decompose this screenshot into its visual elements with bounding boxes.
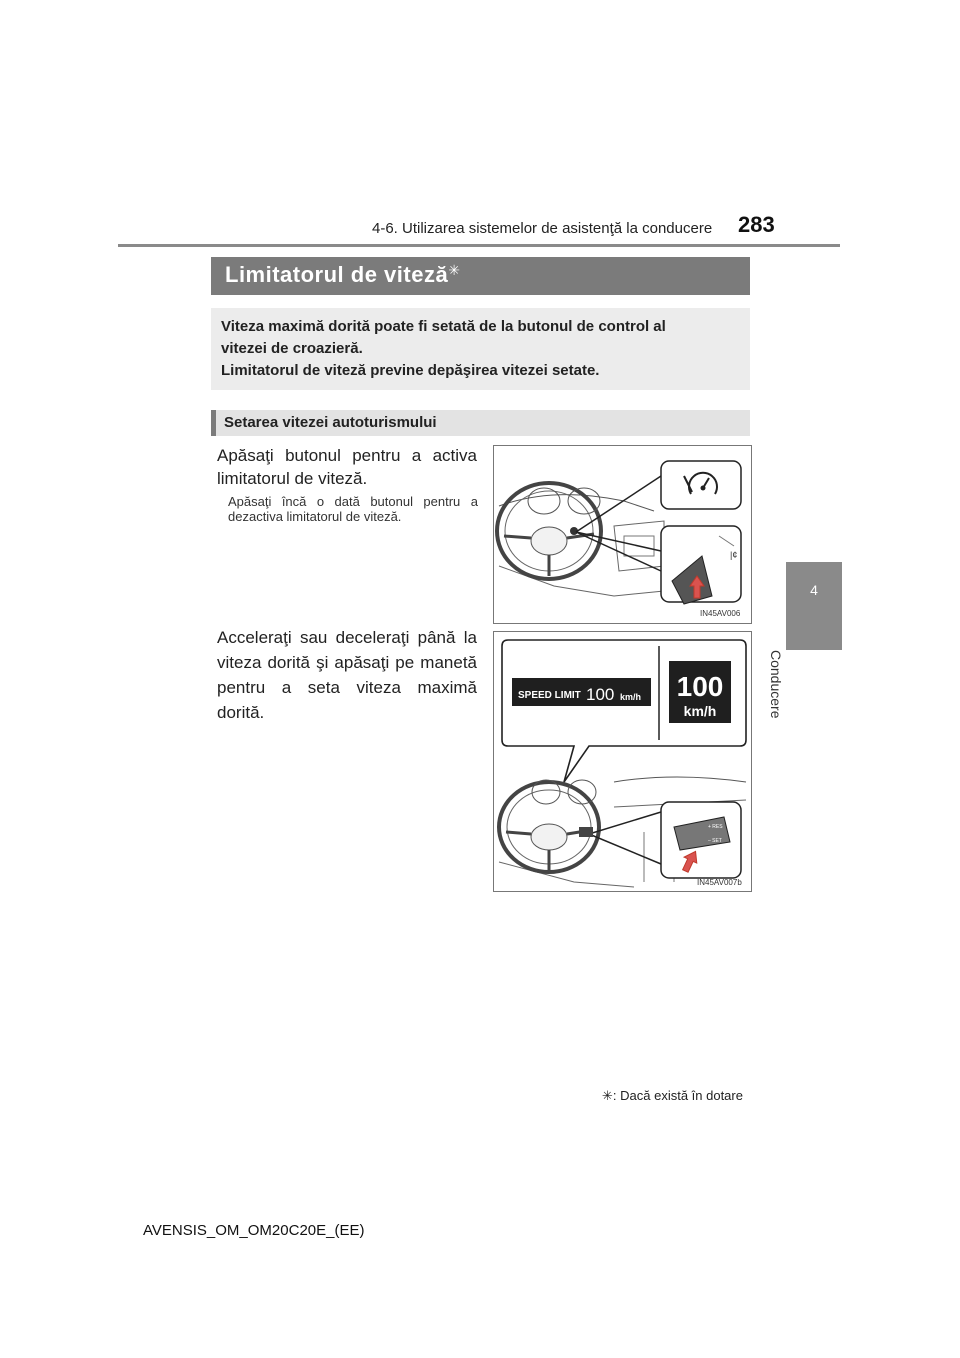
subsection-title: Setarea vitezei autoturismului <box>224 414 437 431</box>
chapter-side-tab <box>786 562 842 650</box>
footnote-mark: ✳ <box>602 1088 613 1103</box>
figure-1-illustration <box>494 446 751 623</box>
section-title <box>225 262 460 288</box>
step-1-note: Apăsaţi încă o dată butonul pentru a dezactiva limitatorul de viteză. <box>228 494 478 524</box>
speed-limit-display-value: 100 <box>586 685 615 704</box>
big-speed-value: 100 <box>676 671 724 702</box>
header-divider <box>118 244 840 247</box>
figure-speed-limiter-button <box>493 445 752 624</box>
limiter-symbol-callout <box>661 461 741 509</box>
lever-label-set: – SET <box>708 838 722 844</box>
figure-2-illustration <box>494 632 751 891</box>
page-number: 283 <box>738 212 775 237</box>
optional-equipment-mark: ✳ <box>448 262 461 278</box>
section-title-text: Limitatorul de viteză <box>225 262 449 287</box>
chapter-heading: 4-6. Utilizarea sistemelor de asistenţă la conducere <box>372 220 713 237</box>
lever-label-res: + RES <box>708 824 723 830</box>
intro-line-1: Viteza maximă dorită poate fi setată de la butonul de control al <box>221 318 666 335</box>
figure-1-code: IN45AV006 <box>700 609 741 618</box>
figure-2-code: IN45AV007b <box>697 878 742 887</box>
speed-limit-display-unit: km/h <box>620 692 642 702</box>
chapter-side-label-text: Conducere <box>768 650 784 719</box>
chapter-tab-number: 4 <box>810 582 818 598</box>
speed-limit-display-label: SPEED LIMIT <box>518 690 581 701</box>
step-2-text: Acceleraţi sau deceleraţi până la viteza dorită şi apăsaţi pe manetă pentru a seta viteza maximă dorită. <box>217 628 477 722</box>
footnote <box>602 1088 743 1104</box>
footnote-text: : Dacă există în dotare <box>612 1088 743 1103</box>
document-id: AVENSIS_OM_OM20C20E_(EE) <box>143 1222 365 1239</box>
figure-set-speed-lever <box>493 631 752 892</box>
chapter-side-label <box>768 650 810 730</box>
step-1-text: Apăsaţi butonul pentru a activa limitatorul de viteză. <box>217 446 477 488</box>
svg-text:|¢: |¢ <box>730 550 738 560</box>
intro-line-2: vitezei de croazieră. <box>221 340 363 357</box>
intro-line-3: Limitatorul de viteză previne depăşirea vitezei setate. <box>221 362 600 379</box>
big-speed-unit: km/h <box>683 703 717 719</box>
